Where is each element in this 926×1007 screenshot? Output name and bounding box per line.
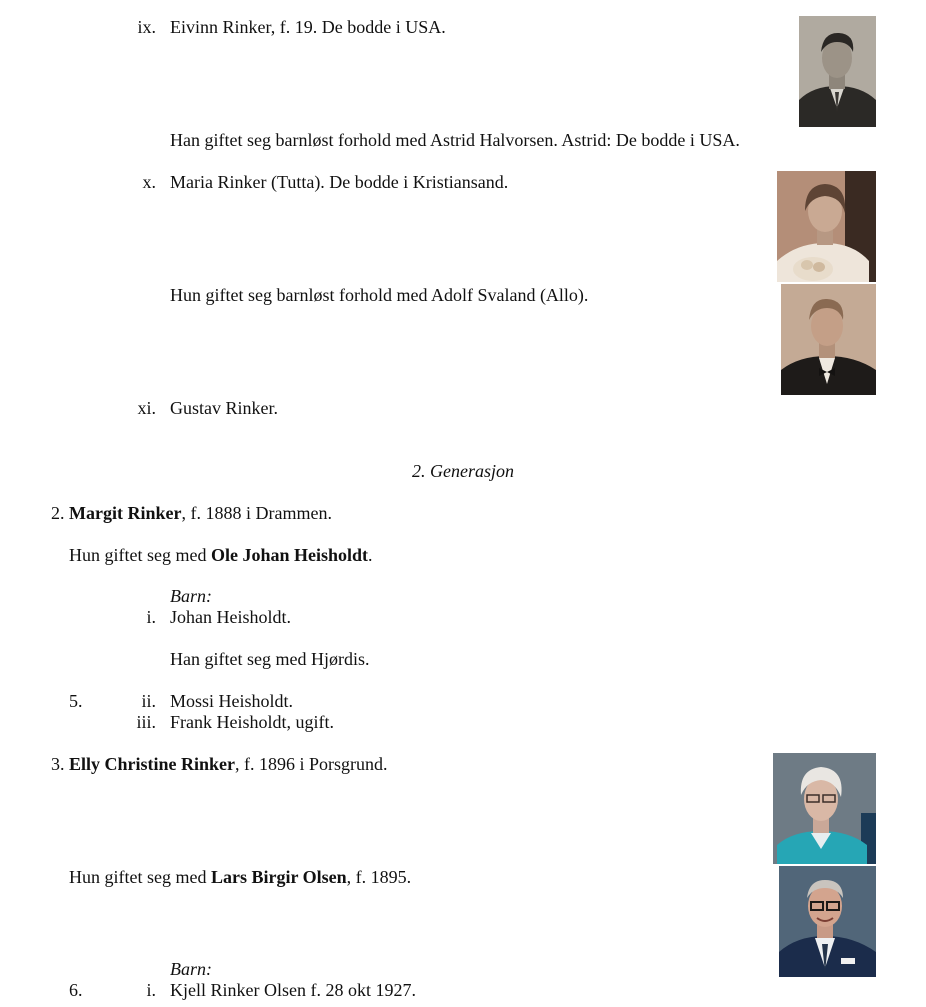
portrait-photo-lars bbox=[779, 866, 876, 977]
person-2-line bbox=[69, 502, 332, 524]
person-3-number: 3. bbox=[51, 754, 65, 774]
person-2-number: 2. bbox=[51, 503, 65, 523]
portrait-photo-maria bbox=[777, 171, 876, 282]
child-text: Johan Heisholdt. bbox=[170, 607, 291, 627]
child-text: Mossi Heisholdt. bbox=[170, 691, 294, 711]
spouse-name: Lars Birgir Olsen bbox=[210, 867, 347, 887]
entry-xi-text: Gustav Rinker. bbox=[170, 398, 278, 418]
entry-ix-marriage: Han giftet seg barnløst forhold med Astrid Halvorsen. Astrid: De bodde i USA. bbox=[170, 130, 740, 150]
portrait-image bbox=[779, 866, 876, 977]
entry-xi-number: xi. bbox=[137, 398, 156, 418]
children-label: Barn: bbox=[170, 959, 212, 979]
person-2-birth: , f. 1888 i Drammen. bbox=[181, 503, 332, 523]
entry-ix-number: ix. bbox=[137, 17, 156, 37]
section-heading: 2. Generasjon bbox=[412, 461, 514, 481]
marriage-suffix: , f. 1895. bbox=[346, 867, 412, 887]
person-2-marriage bbox=[69, 544, 373, 566]
marriage-prefix: Hun giftet seg med bbox=[69, 867, 211, 887]
children-label: Barn: bbox=[170, 586, 212, 606]
child-text: Kjell Rinker Olsen f. 28 okt 1927. bbox=[170, 980, 416, 1000]
child-note: Han giftet seg med Hjørdis. bbox=[170, 649, 370, 669]
marriage-prefix: Hun giftet seg med bbox=[69, 545, 211, 565]
person-2-name: Margit Rinker bbox=[69, 503, 182, 523]
portrait-image bbox=[777, 171, 876, 282]
person-3-name: Elly Christine Rinker bbox=[69, 754, 236, 774]
entry-ix-text: Eivinn Rinker, f. 19. De bodde i USA. bbox=[170, 17, 446, 37]
portrait-photo-eivinn bbox=[799, 16, 876, 127]
entry-x-number: x. bbox=[142, 172, 156, 192]
child-ref-number: 5. bbox=[69, 691, 83, 711]
child-number: iii. bbox=[136, 712, 156, 732]
person-3-marriage bbox=[69, 866, 411, 888]
child-number: i. bbox=[146, 980, 156, 1000]
portrait-image bbox=[799, 16, 876, 127]
portrait-image bbox=[781, 284, 876, 395]
entry-x-text: Maria Rinker (Tutta). De bodde i Kristiansand. bbox=[170, 172, 509, 192]
portrait-image bbox=[773, 753, 876, 864]
person-3-line bbox=[69, 753, 388, 775]
child-text: Frank Heisholdt, ugift. bbox=[170, 712, 334, 732]
person-3-birth: , f. 1896 i Porsgrund. bbox=[235, 754, 388, 774]
spouse-name: Ole Johan Heisholdt bbox=[210, 545, 369, 565]
child-number: i. bbox=[146, 607, 156, 627]
child-number: ii. bbox=[141, 691, 156, 711]
child-ref-number: 6. bbox=[69, 980, 83, 1000]
portrait-photo-elly bbox=[773, 753, 876, 864]
portrait-photo-adolf bbox=[781, 284, 876, 395]
marriage-suffix: . bbox=[368, 545, 373, 565]
entry-x-marriage: Hun giftet seg barnløst forhold med Adolf Svaland (Allo). bbox=[170, 285, 589, 305]
